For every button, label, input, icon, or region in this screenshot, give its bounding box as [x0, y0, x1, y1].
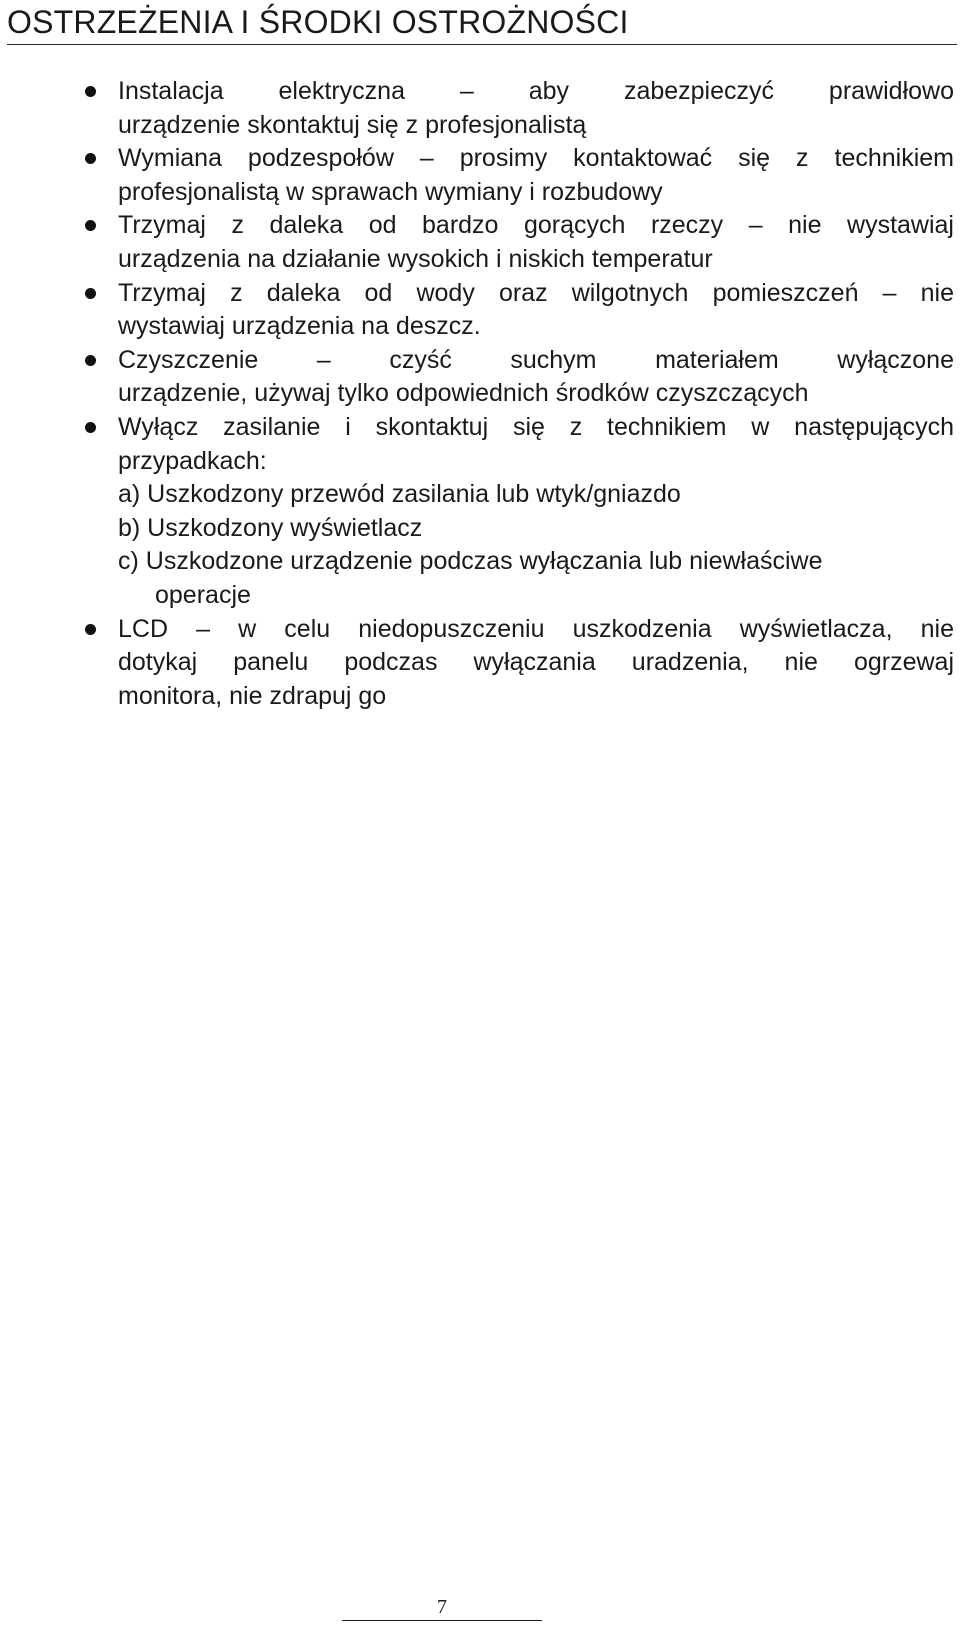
sub-item-damaged-device: c) Uszkodzone urządzenie podczas wyłączania lub niewłaściwe [118, 547, 823, 576]
bullet-icon [85, 288, 96, 299]
list-item-line: urządzenie, używaj tylko odpowiednich środków czyszczących [118, 379, 809, 408]
list-item-line: profesjonalistą w sprawach wymiany i rozbudowy [118, 177, 663, 206]
bullet-icon [85, 153, 96, 164]
list-item-line: urządzenie skontaktuj się z profesjonalistą [118, 110, 587, 139]
bullet-icon [85, 86, 96, 97]
list-item-heat-warning [80, 209, 954, 276]
list-item-electrical-installation [80, 75, 954, 142]
list-item-lcd [80, 613, 954, 714]
page-title: OSTRZEŻENIA I ŚRODKI OSTROŻNOŚCI [7, 0, 957, 45]
bullet-icon [85, 220, 96, 231]
list-item-cleaning [80, 344, 954, 411]
list-item-component-replacement [80, 142, 954, 209]
list-item-line: Trzymaj z daleka od bardzo gorących rzeczy – nie wystawiaj [118, 211, 954, 240]
list-item-line: Wymiana podzespołów – prosimy kontaktować się z technikiem [118, 144, 954, 173]
list-item-line: Czyszczenie – czyść suchym materiałem wyłączone [118, 345, 954, 374]
page-footer [342, 1589, 542, 1625]
list-item-line: przypadkach: [118, 446, 267, 475]
list-item-line: dotykaj panelu podczas wyłączania uradzenia, nie ogrzewaj [118, 648, 954, 677]
list-item-line: Instalacja elektryczna – aby zabezpieczyć prawidłowo [118, 77, 954, 105]
page-number: 7 [437, 1596, 447, 1618]
list-item-line: wystawiaj urządzenia na deszcz. [118, 312, 481, 341]
sub-item-continuation: operacje [155, 580, 251, 609]
list-item-line: Trzymaj z daleka od wody oraz wilgotnych pomieszczeń – nie [118, 278, 954, 307]
sub-item-damaged-display: b) Uszkodzony wyświetlacz [118, 513, 423, 542]
list-item-line: urządzenia na działanie wysokich i niskich temperatur [118, 244, 713, 273]
precautions-list [80, 75, 954, 713]
list-item-water-warning [80, 277, 954, 344]
bullet-icon [85, 355, 96, 366]
list-item-power-off-cases [80, 411, 954, 613]
bullet-icon [85, 624, 96, 635]
bullet-icon [85, 422, 96, 433]
list-item-line: monitora, nie zdrapuj go [118, 681, 387, 710]
sub-item-damaged-cord: a) Uszkodzony przewód zasilania lub wtyk/gniazdo [118, 480, 681, 509]
list-item-line: LCD – w celu niedopuszczeniu uszkodzenia wyświetlacza, nie [118, 614, 954, 643]
list-item-line: Wyłącz zasilanie i skontaktuj się z technikiem w następujących [118, 412, 954, 441]
